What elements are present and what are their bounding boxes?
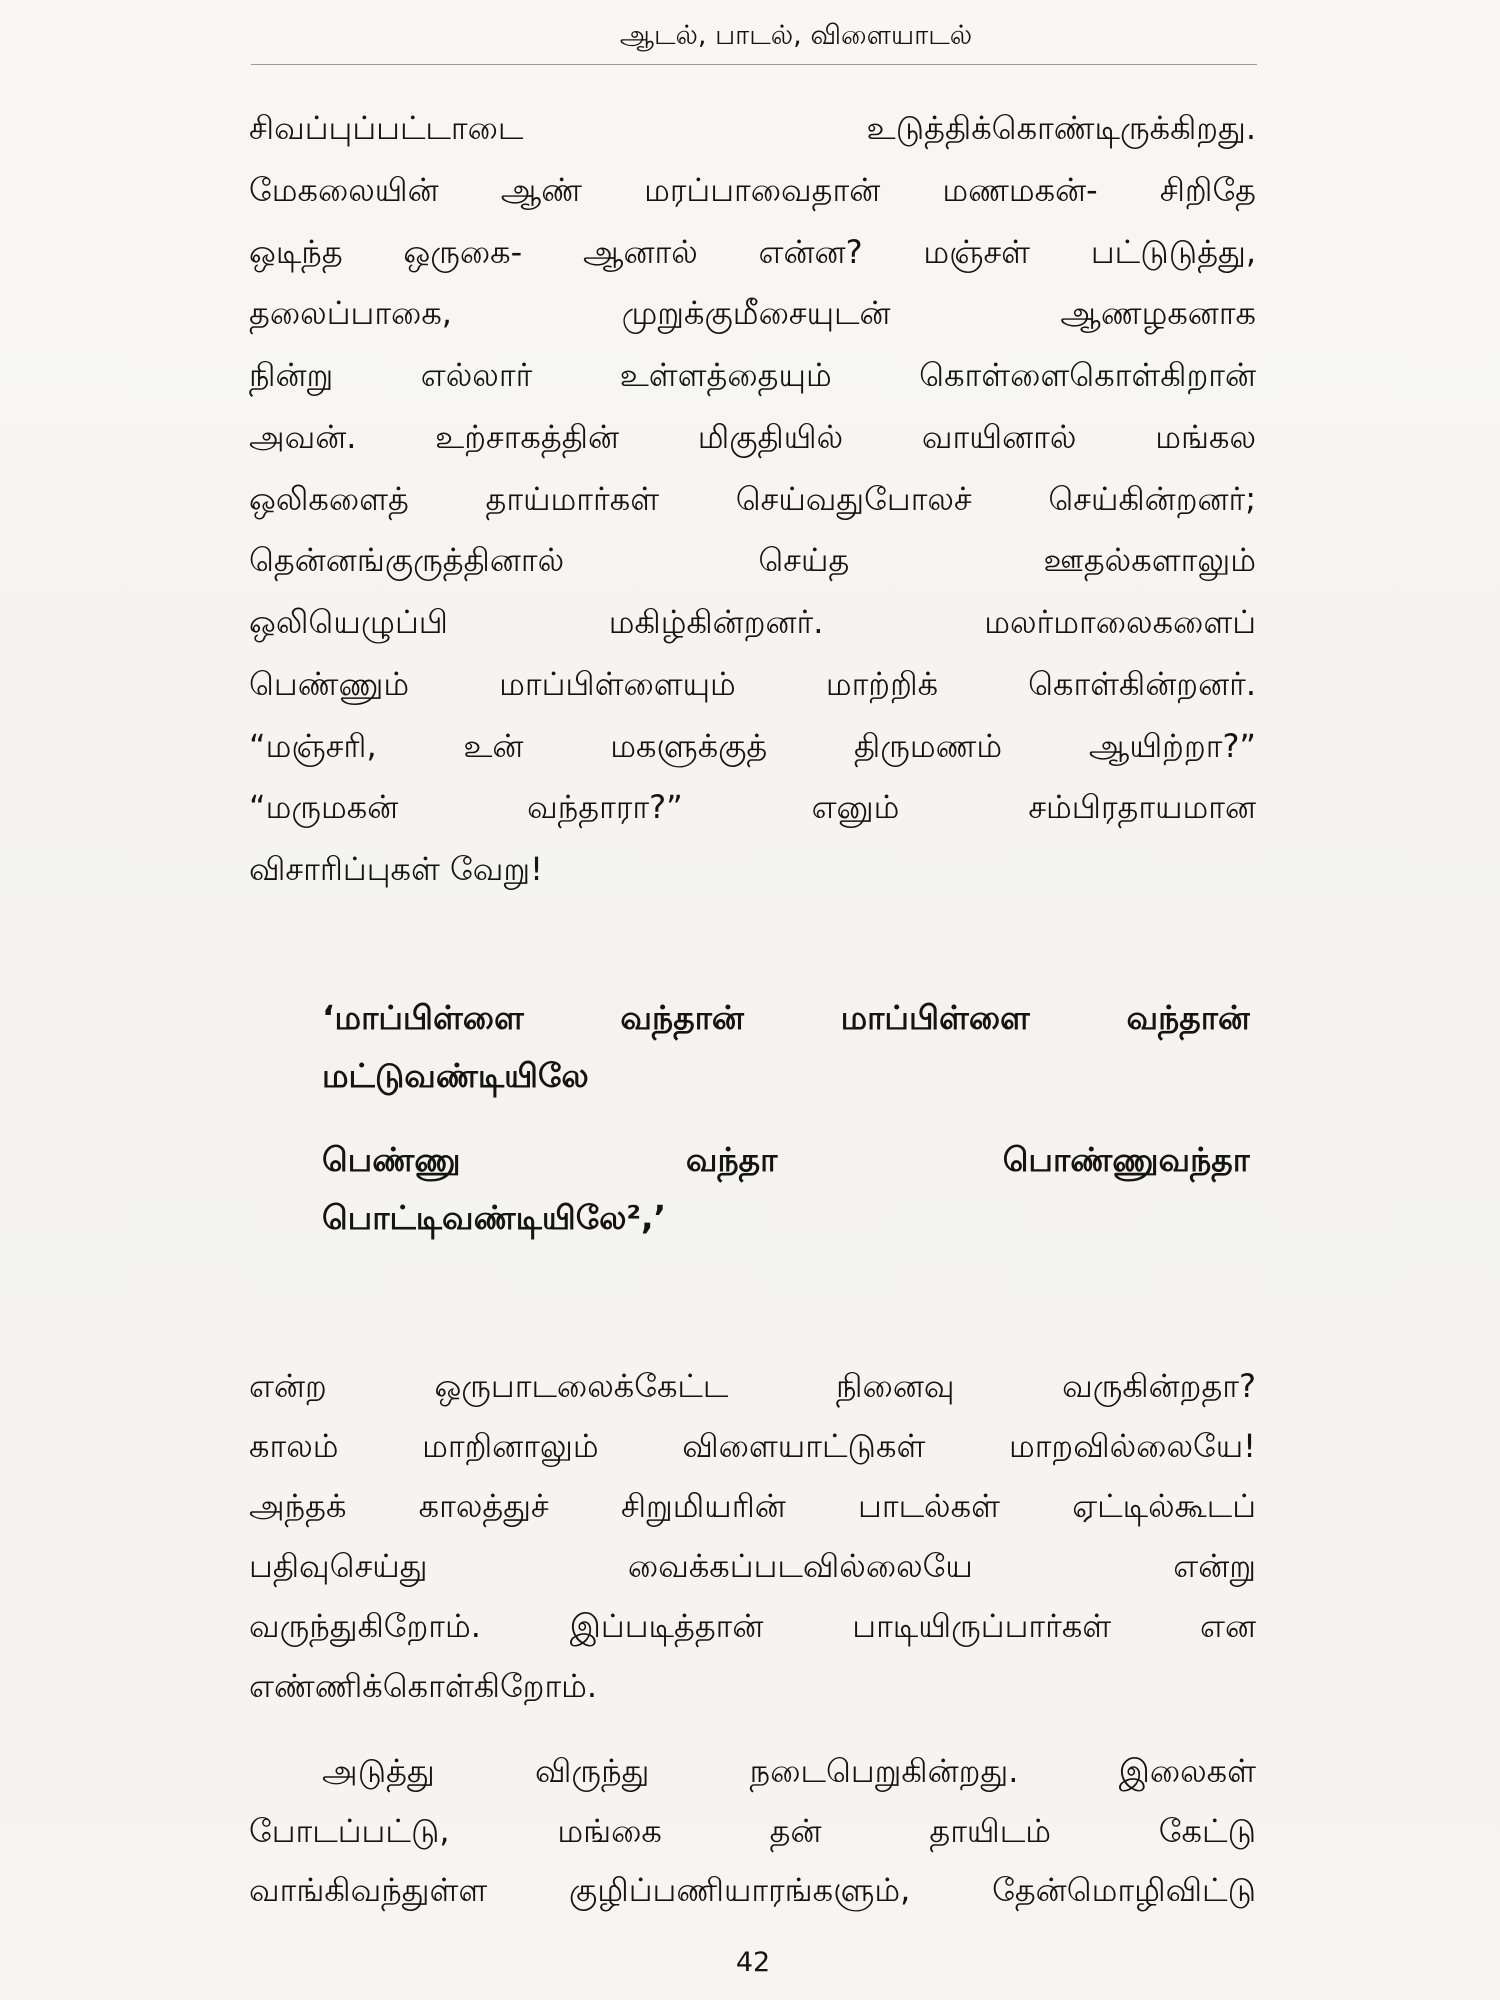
text-line: காலம் மாறினாலும் விளையாட்டுகள் மாறவில்லையே! — [249, 1427, 1256, 1465]
text-line: “மஞ்சரி, உன் மகளுக்குத் திருமணம் ஆயிற்றா?” — [249, 726, 1256, 765]
song-stanza — [322, 1131, 1250, 1247]
text-line: ஒலியெழுப்பி மகிழ்கின்றனர். மலர்மாலைகளைப் — [249, 603, 1256, 641]
text-line: போடப்பட்டு, மங்கை தன் தாயிடம் கேட்டு — [249, 1811, 1256, 1850]
text-line: தலைப்பாகை, முறுக்குமீசையுடன் ஆணழகனாக — [249, 294, 1256, 333]
song-line: மட்டுவண்டியிலே — [322, 1056, 589, 1095]
text-line: ஒடிந்த ஒருகை- ஆனால் என்ன? மஞ்சள் பட்டுடுத்து, — [249, 232, 1256, 271]
song-line: ‘மாப்பிள்ளை வந்தான் மாப்பிள்ளை வந்தான் — [322, 998, 1250, 1037]
paragraph — [249, 1356, 1256, 1716]
text-line: என்ற ஒருபாடலைக்கேட்ட நினைவு வருகின்றதா? — [249, 1367, 1256, 1405]
text-line: எண்ணிக்கொள்கிறோம். — [249, 1667, 598, 1705]
text-line: அந்தக் காலத்துச் சிறுமியரின் பாடல்கள் ஏட்டில்கூடப் — [249, 1487, 1256, 1525]
text-line: சிவப்புப்பட்டாடை உடுத்திக்கொண்டிருக்கிறது. — [249, 109, 1256, 147]
text-line: “மருமகன் வந்தாரா?” எனும் சம்பிரதாயமான — [249, 788, 1256, 827]
text-line: அவன். உற்சாகத்தின் மிகுதியில் வாயினால் மங்கல — [249, 417, 1256, 456]
text-line: ஒலிகளைத் தாய்மார்கள் செய்வதுபோலச் செய்கின்றனர்; — [249, 479, 1256, 518]
running-header: ஆடல், பாடல், விளையாடல் — [619, 20, 973, 51]
text-line: அடுத்து விருந்து நடைபெறுகின்றது. இலைகள் — [322, 1752, 1256, 1790]
text-line: விசாரிப்புகள் வேறு! — [249, 850, 543, 888]
paragraph — [249, 98, 1256, 901]
song-stanza — [322, 989, 1250, 1105]
text-line: பதிவுசெய்து வைக்கப்படவில்லையே என்று — [249, 1547, 1256, 1585]
text-line: தென்னங்குருத்தினால் செய்த ஊதல்களாலும் — [249, 541, 1256, 580]
paragraph — [249, 1742, 1256, 1921]
header-rule — [251, 64, 1257, 65]
song-line: பொட்டிவண்டியிலே²,’ — [322, 1198, 667, 1237]
text-line: நின்று எல்லார் உள்ளத்தையும் கொள்ளைகொள்கிறான் — [249, 356, 1256, 394]
text-line: பெண்ணும் மாப்பிள்ளையும் மாற்றிக் கொள்கின்றனர். — [249, 664, 1256, 703]
text-line: வாங்கிவந்துள்ள குழிப்பணியாரங்களும், தேன்மொழிவிட்டு — [249, 1871, 1256, 1909]
song-line: பெண்ணு வந்தா பொண்ணுவந்தா — [322, 1140, 1250, 1179]
text-line: வருந்துகிறோம். இப்படித்தான் பாடியிருப்பார்கள் என — [249, 1607, 1256, 1645]
page-number: 42 — [735, 1947, 771, 1978]
text-line: மேகலையின் ஆண் மரப்பாவைதான் மணமகன்- சிறிதே — [249, 170, 1256, 209]
